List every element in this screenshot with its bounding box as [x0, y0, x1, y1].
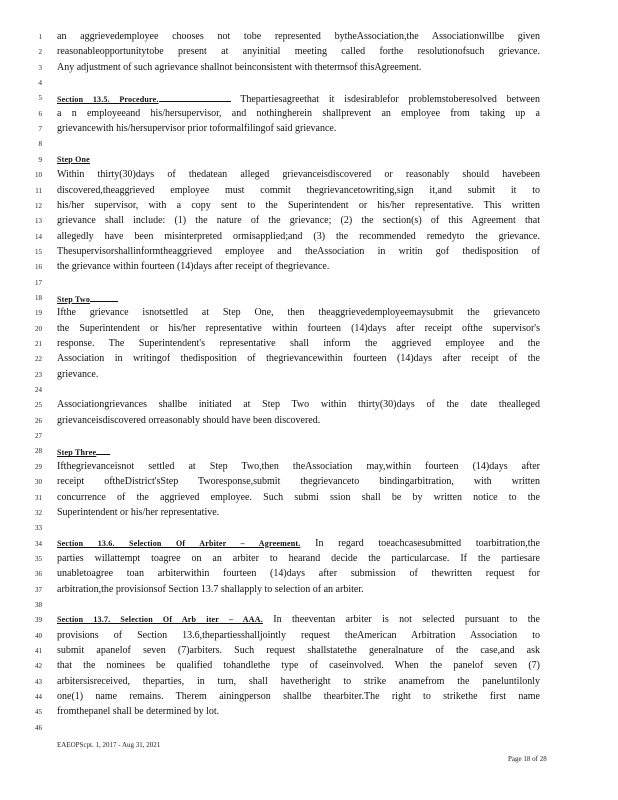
document-line: [0, 215, 618, 227]
text-run: Superintendent or his/her representative.: [57, 506, 220, 518]
document-line: [0, 200, 618, 212]
line-number: 39: [35, 616, 42, 625]
document-line: [0, 353, 618, 365]
line-text: [57, 630, 540, 642]
document-line: [0, 31, 618, 43]
document-line: [0, 676, 618, 688]
document-line: [0, 138, 618, 150]
document-line: [0, 62, 618, 74]
line-text: [57, 691, 540, 703]
line-text: [57, 185, 540, 197]
line-number: 8: [38, 140, 42, 149]
line-number: 43: [35, 677, 42, 686]
line-text: [57, 676, 540, 688]
line-number: 22: [35, 355, 42, 364]
document-line: [0, 445, 618, 457]
line-text: [57, 568, 540, 580]
line-number: 37: [35, 585, 42, 594]
line-number: 13: [35, 217, 42, 226]
line-number: 44: [35, 693, 42, 702]
text-run: the grievance within fourteen (14)days after receipt of thegrievance.: [57, 261, 330, 273]
line-text: [57, 584, 540, 596]
line-number: 11: [35, 186, 42, 195]
line-text: [57, 246, 540, 258]
document-line: [0, 538, 618, 550]
line-number: 6: [38, 109, 42, 118]
line-number: 16: [35, 263, 42, 272]
line-text: [57, 323, 540, 335]
line-number: 7: [38, 125, 42, 134]
text-run: allegedly have been misinterpreted ormisapplied;and (3) the recommended remedyto the grievance.: [57, 230, 540, 242]
line-number: 32: [35, 508, 42, 517]
footer-date-range: EAEOPScpt. 1, 2017 - Aug 31, 2021: [57, 741, 161, 749]
document-line: [0, 461, 618, 473]
document-line: [0, 553, 618, 565]
document-line: [0, 231, 618, 243]
text-run: the Superintendent or his/her representative within fourteen (14)days after receipt ofthe supervisor's: [57, 322, 540, 334]
line-text: [57, 92, 540, 106]
line-number: 27: [35, 432, 42, 441]
line-text: [57, 307, 540, 319]
line-text: [57, 46, 540, 58]
document-line: [0, 169, 618, 181]
text-run: unabletoagree toan arbiterwithin fourteen (14)days after submission of thewritten request for: [57, 568, 540, 580]
line-text: [57, 169, 540, 181]
line-text: [57, 461, 540, 473]
text-run: reasonableopportunitytobe present at anyinitial meeting called forthe resolutionofsuch grievance.: [57, 46, 540, 58]
document-line: [0, 108, 618, 120]
text-run: In theeventan arbiter is not selected pursuant to the: [262, 614, 540, 626]
line-number: 24: [35, 386, 42, 395]
line-number: 9: [38, 155, 42, 164]
text-run: grievance.: [57, 368, 99, 380]
line-number: 34: [35, 539, 42, 548]
line-number: 28: [35, 447, 42, 456]
line-text: [57, 108, 540, 120]
underline-rule: [90, 292, 118, 302]
line-text: [57, 445, 540, 459]
document-line: [0, 338, 618, 350]
text-run: arbitersisreceived, theparties, in turn, shall havetheright to strike anamefrom the paneluntilonly: [57, 675, 540, 687]
document-line: [0, 323, 618, 335]
line-number: 14: [35, 232, 42, 241]
line-text: [57, 292, 540, 306]
line-text: [57, 338, 540, 350]
text-run: concurrence of the aggrieved employee. Such submi ssion shall be by written notice to the: [57, 491, 540, 503]
line-number: 19: [35, 309, 42, 318]
line-number: 26: [35, 416, 42, 425]
text-run: provisions of Section 13.6,thepartiesshalljointly request theAmerican Arbitration Association to: [57, 629, 540, 641]
text-run: fromthepanel shall be determined by lot.: [57, 706, 220, 718]
line-number: 18: [35, 293, 42, 302]
document-line: [0, 599, 618, 611]
text-run: In regard toeachcasesubmitted toarbitration,the: [300, 537, 540, 549]
line-number: 25: [35, 401, 42, 410]
document-line: [0, 384, 618, 396]
line-number: 38: [35, 600, 42, 609]
document-line: [0, 154, 618, 166]
document-line: [0, 46, 618, 58]
text-run: Within thirty(30)days of thedatean alleged grievanceisdiscovered or reasonably should havebeen: [57, 169, 540, 181]
document-line: [0, 92, 618, 104]
document-line: [0, 691, 618, 703]
line-text: [57, 399, 540, 411]
text-run: grievancewith his/hersupervisor prior toformalfilingof said grievance.: [57, 123, 337, 135]
line-text: [57, 492, 540, 504]
document-line: [0, 246, 618, 258]
line-number: 40: [35, 631, 42, 640]
line-text: [57, 200, 540, 212]
section-heading: Section 13.5. Procedure.: [57, 95, 159, 105]
line-text: [57, 31, 540, 43]
line-text: [57, 62, 540, 74]
document-line: [0, 77, 618, 89]
document-line: [0, 507, 618, 519]
line-text: [57, 369, 540, 381]
line-text: [57, 645, 540, 657]
underline-rule: [96, 445, 110, 455]
line-text: [57, 215, 540, 227]
document-line: [0, 399, 618, 411]
document-line: [0, 430, 618, 442]
text-run: submit apanelof seven (7)arbiters. Such request shallstatethe generalnature of the case,and ask: [57, 645, 540, 656]
document-line: [0, 307, 618, 319]
line-text: [57, 231, 540, 243]
line-text: [57, 476, 540, 488]
line-number: 4: [38, 79, 42, 88]
section-heading: Section 13.6. Selection Of Arbiter – Agreement.: [57, 538, 301, 548]
line-number: 17: [35, 278, 42, 287]
line-text: [57, 154, 540, 166]
line-number: 35: [35, 554, 42, 563]
line-text: [57, 553, 540, 565]
line-text: [57, 706, 540, 718]
text-run: grievanceisdiscovered orreasonably should have been discovered.: [57, 414, 321, 426]
section-heading: Step Three: [57, 448, 97, 458]
line-text: [57, 261, 540, 273]
section-heading: Section 13.7. Selection Of Arb iter – AAA.: [57, 615, 263, 625]
line-text: [57, 538, 540, 550]
line-number: 20: [35, 324, 42, 333]
document-line: [0, 476, 618, 488]
line-number: 46: [35, 723, 42, 732]
line-number: 1: [38, 33, 42, 41]
text-run: Thepartiesagreethat it isdesirablefor problemstoberesolved between: [230, 94, 540, 106]
text-run: receipt oftheDistrict'sStep Tworesponse,submit thegrievanceto bindingarbitration, with written: [57, 476, 540, 488]
text-run: grievance shall include: (1) the nature of the grievance; (2) the section(s) of this Agreement that: [57, 215, 540, 227]
text-run: his/her supervisor, with a copy sent to the Superintendent or his/her representative. This written: [57, 199, 540, 211]
line-number: 5: [38, 94, 42, 103]
text-run: a n employeeand his/hersupervisor, and nothingherein shallprevent an employee from taking up a: [57, 107, 540, 119]
line-text: [57, 415, 540, 427]
line-number: 2: [38, 48, 42, 57]
text-run: an aggrievedemployee chooses not tobe represented bytheAssociation,the Associationwillbe given: [57, 31, 540, 42]
document-line: [0, 369, 618, 381]
text-run: Thesupervisorshallinformtheaggrieved employee and theAssociation in writin gof thedisposition of: [57, 245, 540, 257]
section-heading: Step One: [57, 154, 90, 164]
line-number: 42: [35, 662, 42, 671]
document-line: [0, 614, 618, 626]
text-run: that the nominees be qualified tohandlethe type of caseinvolved. When the panelof seven (7): [57, 660, 540, 672]
line-number: 41: [35, 647, 42, 655]
line-number: 29: [35, 462, 42, 471]
line-text: [57, 353, 540, 365]
document-line: [0, 123, 618, 135]
document-line: [0, 277, 618, 289]
document-line: [0, 492, 618, 504]
line-number: 23: [35, 370, 42, 379]
line-number: 33: [35, 524, 42, 533]
line-number: 30: [35, 478, 42, 487]
line-text: [57, 660, 540, 672]
document-line: [0, 722, 618, 734]
text-run: discovered,theaggrieved employee must commit thegrievancetowriting,sign it,and submit it to: [57, 184, 540, 196]
section-heading: Step Two: [57, 294, 91, 304]
line-number: 12: [35, 201, 42, 210]
line-text: [57, 614, 540, 626]
text-run: parties willattempt toagree on an arbiter to hearand decide the particularcase. If the partiesare: [57, 552, 540, 564]
document-line: [0, 415, 618, 427]
document-line: [0, 584, 618, 596]
text-run: Any adjustment of such agrievance shallnot beinconsistent with thetermsof thisAgreement.: [57, 61, 422, 73]
text-run: one(1) name remains. Therem ainingperson shallbe thearbiter.The right to strikethe first name: [57, 691, 540, 703]
document-line: [0, 185, 618, 197]
line-number: 31: [35, 493, 42, 502]
document-line: [0, 568, 618, 580]
text-run: arbitration,the provisionsof Section 13.7 shallapply to selection of an arbiter.: [57, 583, 364, 595]
document-line: [0, 630, 618, 642]
document-line: [0, 645, 618, 657]
line-number: 36: [35, 570, 42, 579]
text-run: Ifthe grievance isnotsettled at Step One, then theaggrievedemployeemaysubmit the grievanceto: [57, 307, 540, 319]
document-line: [0, 261, 618, 273]
document-line: [0, 660, 618, 672]
underline-rule: [159, 92, 231, 102]
text-run: Associationgrievances shallbe initiated at Step Two within thirty(30)days of the date thealleged: [57, 399, 540, 411]
line-text: [57, 123, 540, 135]
document-line: [0, 522, 618, 534]
line-number: 3: [38, 63, 42, 72]
page-number: Page 18 of 28: [508, 755, 547, 763]
text-run: response. The Superintendent's representative shall inform the aggrieved employee and the: [57, 338, 540, 349]
line-number: 10: [35, 171, 42, 180]
line-text: [57, 507, 540, 519]
line-number: 45: [35, 708, 42, 717]
text-run: Association in writingof thedisposition of thegrievancewithin fourteen (14)days after receipt of the: [57, 353, 540, 365]
document-line: [0, 292, 618, 304]
line-number: 15: [35, 247, 42, 256]
text-run: Ifthegrievanceisnot settled at Step Two,then theAssociation may,within fourteen (14)days after: [57, 460, 540, 472]
line-number: 21: [35, 340, 42, 348]
document-line: [0, 706, 618, 718]
